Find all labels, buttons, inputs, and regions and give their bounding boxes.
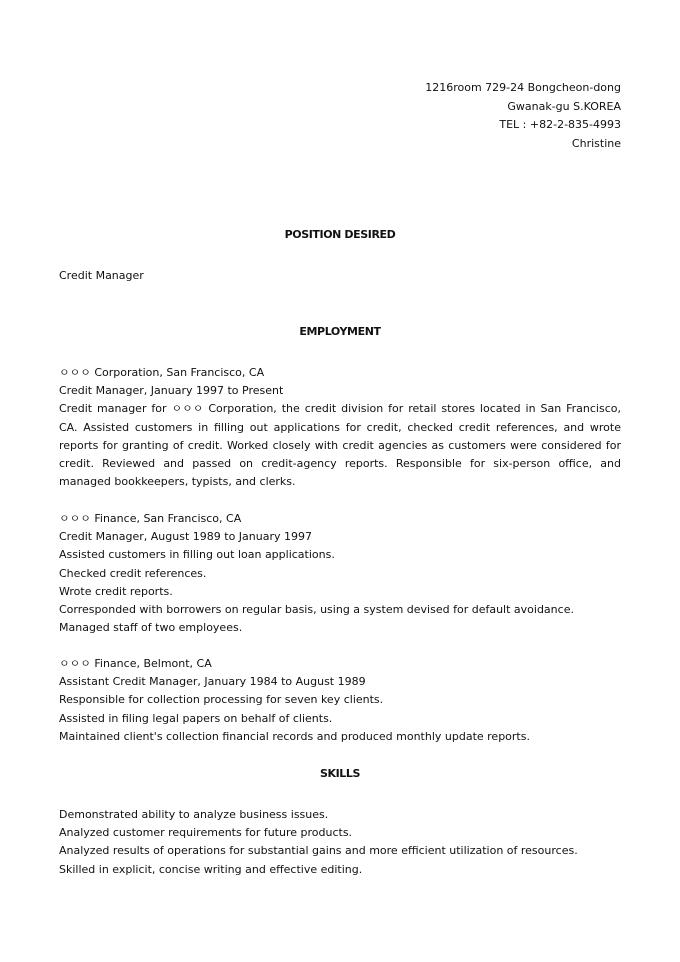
skills-list	[59, 806, 621, 879]
job-duty: Corresponded with borrowers on regular basis, using a system devised for default avoidance.	[59, 603, 574, 617]
job-duty: Responsible for collection processing for seven key clients.	[59, 693, 384, 707]
job-entry-3	[59, 655, 621, 746]
job-title: Credit Manager, January 1997 to Present	[59, 384, 284, 398]
applicant-name: Christine	[571, 136, 621, 150]
address-line-2: Gwanak-gu S.KOREA	[507, 99, 621, 113]
phone-number: TEL : +82-2-835-4993	[499, 118, 621, 131]
position-desired-value: Credit Manager	[59, 269, 144, 282]
job-duty: Managed staff of two employees.	[59, 621, 243, 635]
skill-item: Analyzed results of operations for substantial gains and more efficient utilization of resources.	[59, 844, 578, 858]
job-duty: Assisted customers in filling out loan applications.	[59, 548, 335, 562]
skill-item: Skilled in explicit, concise writing and effective editing.	[59, 862, 363, 876]
job-duty: Assisted in filing legal papers on behalf of clients.	[59, 711, 333, 725]
job-entry-2	[59, 510, 621, 637]
job-company: ㅇㅇㅇ Finance, Belmont, CA	[59, 657, 212, 670]
position-desired-heading: POSITION DESIRED	[284, 228, 396, 241]
job-duty: Wrote credit reports.	[59, 584, 173, 598]
job-entry-1	[59, 364, 621, 491]
skill-item: Analyzed customer requirements for future products.	[59, 826, 353, 840]
job-description: Credit manager for ㅇㅇㅇ Corporation, the credit division for retail stores located in San Francisco, CA. Assisted customers in filling out applications for credit, checked credit references, and wrote reports for granting of credit. Worked closely with credit agencies as customers were considered for credit. Reviewed and passed on credit-agency reports. Responsible for six-person office, and managed bookkeepers, typists, and clerks.	[59, 402, 621, 489]
job-title: Assistant Credit Manager, January 1984 to August 1989	[59, 675, 366, 689]
employment-heading: EMPLOYMENT	[299, 325, 381, 338]
skill-item: Demonstrated ability to analyze business issues.	[59, 808, 329, 821]
job-duty: Checked credit references.	[59, 566, 207, 580]
job-company: ㅇㅇㅇ Finance, San Francisco, CA	[59, 512, 242, 525]
skills-heading: SKILLS	[319, 767, 361, 780]
address-line-1: 1216room 729-24 Bongcheon-dong	[425, 81, 621, 94]
job-duty: Maintained client's collection financial records and produced monthly update reports.	[59, 729, 530, 743]
job-company: ㅇㅇㅇ Corporation, San Francisco, CA	[59, 366, 265, 379]
contact-block	[425, 79, 621, 153]
job-title: Credit Manager, August 1989 to January 1997	[59, 530, 312, 544]
